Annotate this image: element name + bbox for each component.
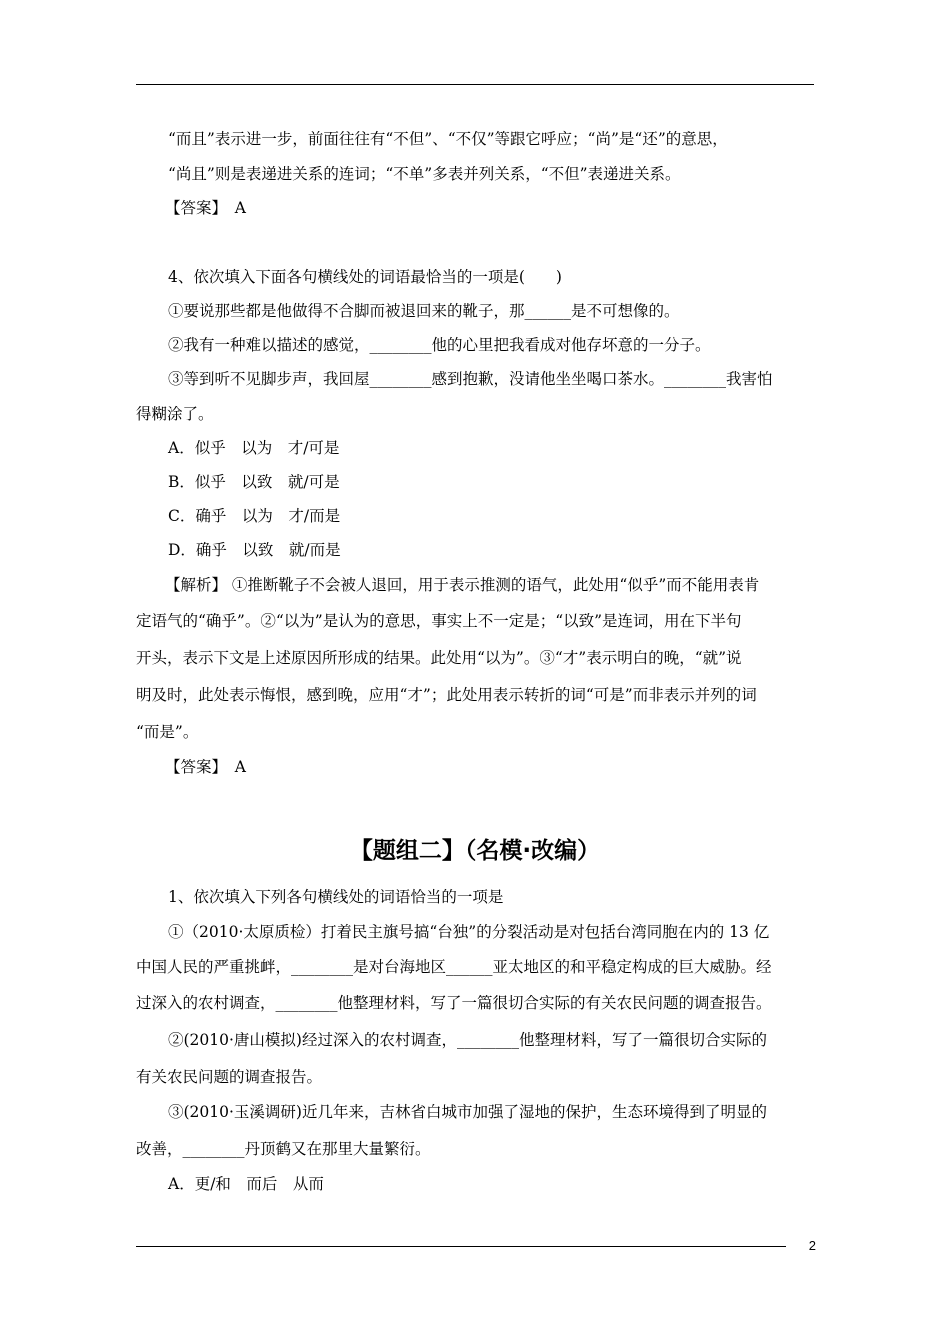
text-line: 有关农民问题的调查报告。 xyxy=(136,1068,323,1086)
question-item: ③等到听不见脚步声，我回屋________感到抱歉，没请他坐坐喝口茶水。________我害怕 xyxy=(168,370,773,388)
analysis-line: 【解析】 ①推断靴子不会被人退回，用于表示推测的语气，此处用“似乎”而不能用表肯 xyxy=(165,576,760,594)
question-title: 1、依次填入下列各句横线处的词语恰当的一项是 xyxy=(168,888,504,906)
option-a: A．似乎 以为 才/可是 xyxy=(168,439,340,457)
option-a: A．更/和 而后 从而 xyxy=(168,1175,324,1193)
text-line: 得糊涂了。 xyxy=(136,405,214,423)
header-rule xyxy=(136,84,814,85)
option-b: B．似乎 以致 就/可是 xyxy=(168,473,340,491)
answer-line: 【答案】 A xyxy=(165,758,246,776)
text-line: “而且”表示进一步，前面往往有“不但”、“不仅”等跟它呼应；“尚”是“还”的意思， xyxy=(168,130,728,148)
text-line: 改善，________丹顶鹤又在那里大量繁衍。 xyxy=(136,1140,431,1158)
option-c: C．确乎 以为 才/而是 xyxy=(168,507,341,525)
question-item: ①（2010·太原质检）打着民主旗号搞“台独”的分裂活动是对包括台湾同胞在内的 13 亿 xyxy=(168,923,770,941)
question-title: 4、依次填入下面各句横线处的词语最恰当的一项是( ) xyxy=(168,268,562,286)
option-d: D．确乎 以致 就/而是 xyxy=(168,541,341,559)
question-item: ①要说那些都是他做得不合脚而被退回来的靴子，那______是不可想像的。 xyxy=(168,302,680,320)
answer-line: 【答案】 A xyxy=(165,199,246,217)
analysis-line: 明及时，此处表示悔恨，感到晚，应用“才”；此处用表示转折的词“可是”而非表示并列的词 xyxy=(136,686,757,704)
analysis-line: “而是”。 xyxy=(136,723,199,741)
question-item: ③(2010·玉溪调研)近几年来，吉林省白城市加强了湿地的保护，生态环境得到了明显的 xyxy=(168,1103,767,1121)
question-item: ②我有一种难以描述的感觉，________他的心里把我看成对他存坏意的一分子。 xyxy=(168,336,711,354)
page-number: 2 xyxy=(808,1238,816,1253)
footer-rule xyxy=(136,1246,786,1247)
text-line: 过深入的农村调查，________他整理材料，写了一篇很切合实际的有关农民问题的调查报告。 xyxy=(136,994,772,1012)
analysis-line: 定语气的“确乎”。②“以为”是认为的意思，事实上不一定是；“以致”是连词，用在下半句 xyxy=(136,612,742,630)
question-item: ②(2010·唐山模拟)经过深入的农村调查，________他整理材料，写了一篇很切合实际的 xyxy=(168,1031,767,1049)
text-line: “尚且”则是表递进关系的连词；“不单”多表并列关系，“不但”表递进关系。 xyxy=(168,165,681,183)
section-heading: 【题组二】（名模·改编） xyxy=(349,838,601,864)
analysis-line: 开头，表示下文是上述原因所形成的结果。此处用“以为”。③“才”表示明白的晚，“就”说 xyxy=(136,649,742,667)
text-line: 中国人民的严重挑衅，________是对台海地区______亚太地区的和平稳定构成的巨大威胁。经 xyxy=(136,958,772,976)
